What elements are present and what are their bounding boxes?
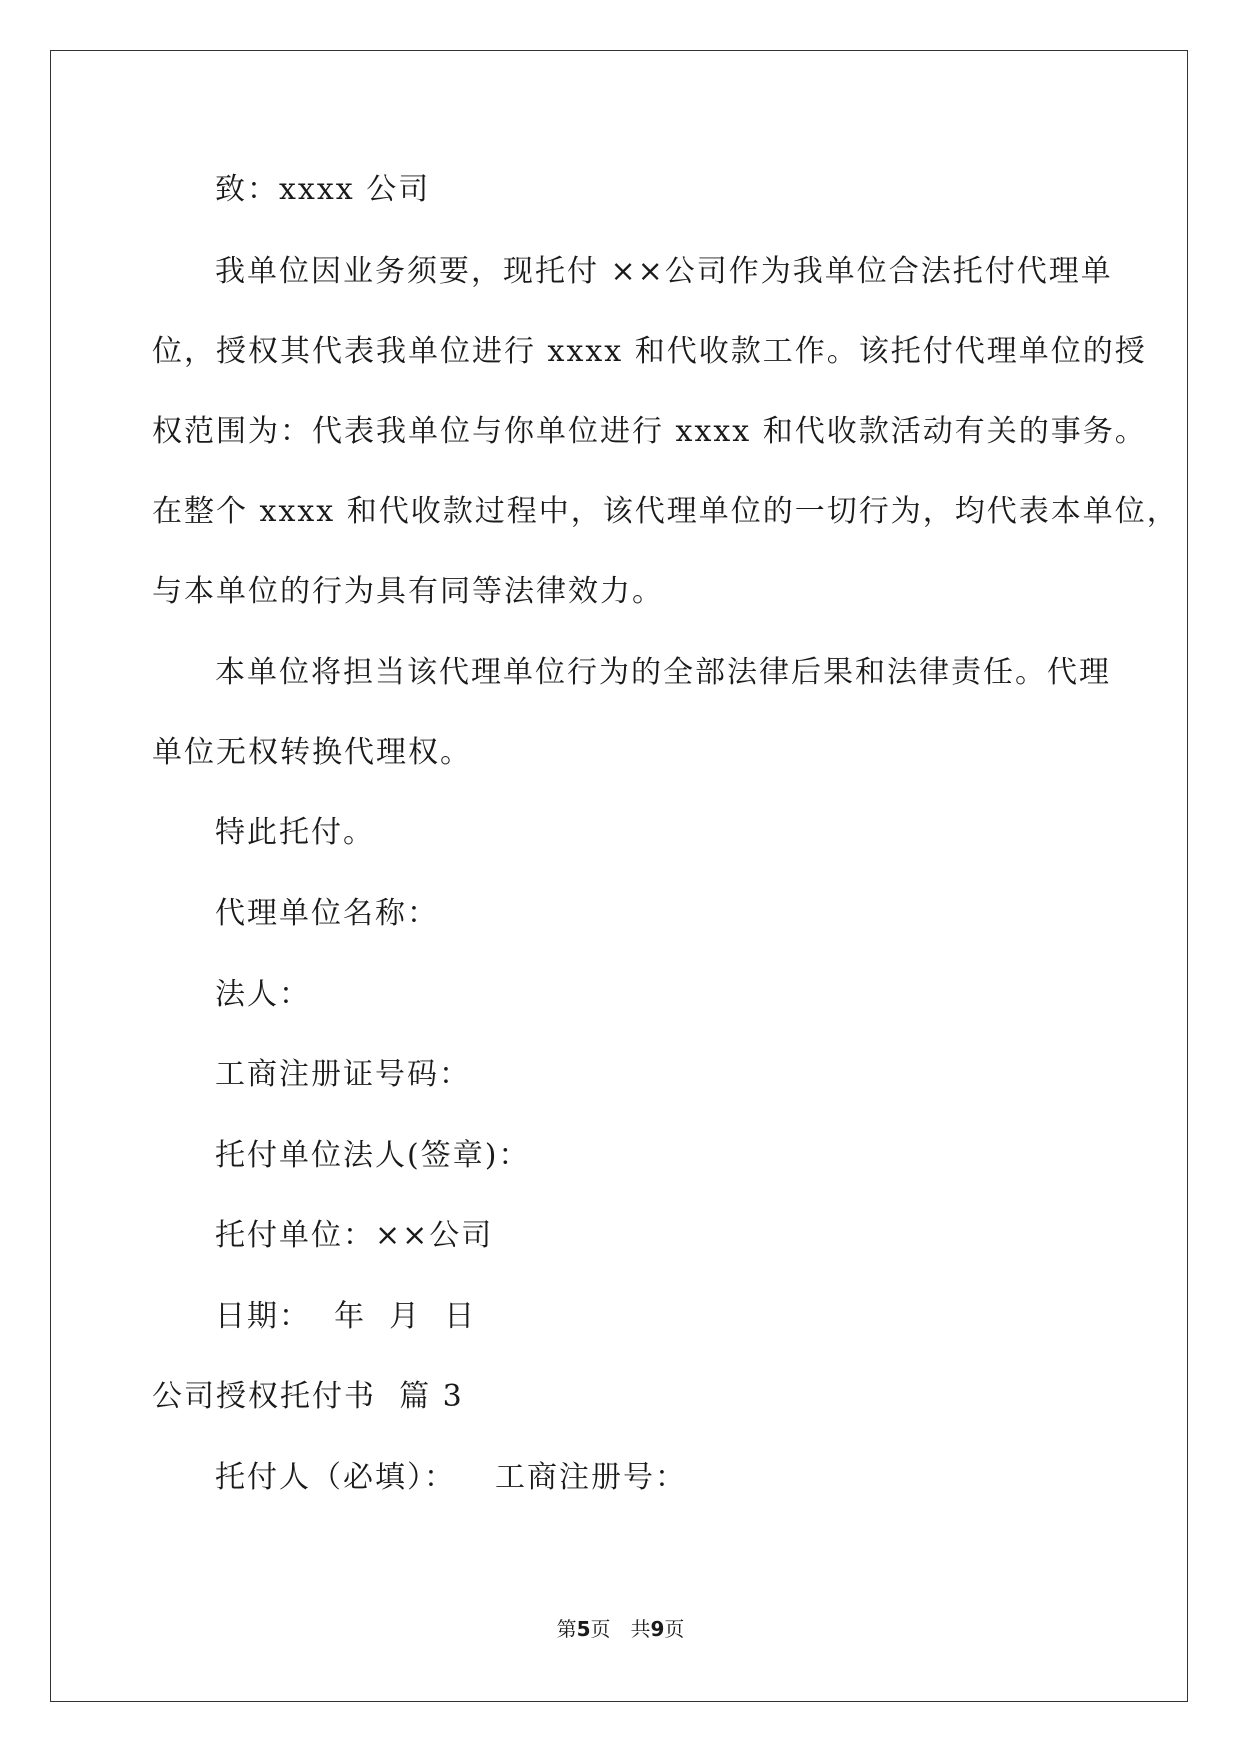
- paragraph-1-line-1: 我单位因业务须要，现托付 ××公司作为我单位合法托付代理单: [215, 254, 1113, 289]
- page-current: 5: [576, 1617, 591, 1641]
- paragraph-1-line-4: 在整个 xxxx 和代收款过程中，该代理单位的一切行为，均代表本单位，: [152, 494, 1179, 529]
- page-prefix: 第: [556, 1617, 577, 1641]
- reg-number-label-2: 工商注册号：: [495, 1460, 687, 1495]
- reg-number-label: 工商注册证号码：: [215, 1057, 471, 1092]
- principal-unit-label: 托付单位：××公司: [215, 1218, 494, 1253]
- to-line: 致：xxxx 公司: [215, 172, 431, 207]
- paragraph-2-line-1: 本单位将担当该代理单位行为的全部法律后果和法律责任。代理: [215, 655, 1111, 690]
- date-label: 日期： 年 月 日: [215, 1299, 477, 1334]
- page-total: 9: [650, 1617, 665, 1641]
- closing-line: 特此托付。: [215, 815, 375, 850]
- agent-name-label: 代理单位名称：: [215, 896, 439, 931]
- paragraph-1-line-3: 权范围为：代表我单位与你单位进行 xxxx 和代收款活动有关的事务。: [152, 414, 1147, 449]
- paragraph-1-line-2: 位，授权其代表我单位进行 xxxx 和代收款工作。该托付代理单位的授: [152, 334, 1147, 369]
- legal-person-label: 法人：: [215, 977, 311, 1012]
- paragraph-2-line-2: 单位无权转换代理权。: [152, 735, 472, 770]
- page-border: [50, 50, 1188, 1702]
- principal-required-label: 托付人（必填）：: [215, 1460, 456, 1495]
- section-title: 公司授权托付书 篇 3: [152, 1379, 464, 1414]
- total-prefix: 共: [630, 1617, 651, 1641]
- principal-signature-label: 托付单位法人(签章)：: [215, 1138, 531, 1173]
- paragraph-1-line-5: 与本单位的行为具有同等法律效力。: [152, 574, 664, 609]
- page-suffix: 页: [590, 1617, 611, 1641]
- page-footer: [0, 1616, 1241, 1642]
- total-suffix: 页: [664, 1617, 685, 1641]
